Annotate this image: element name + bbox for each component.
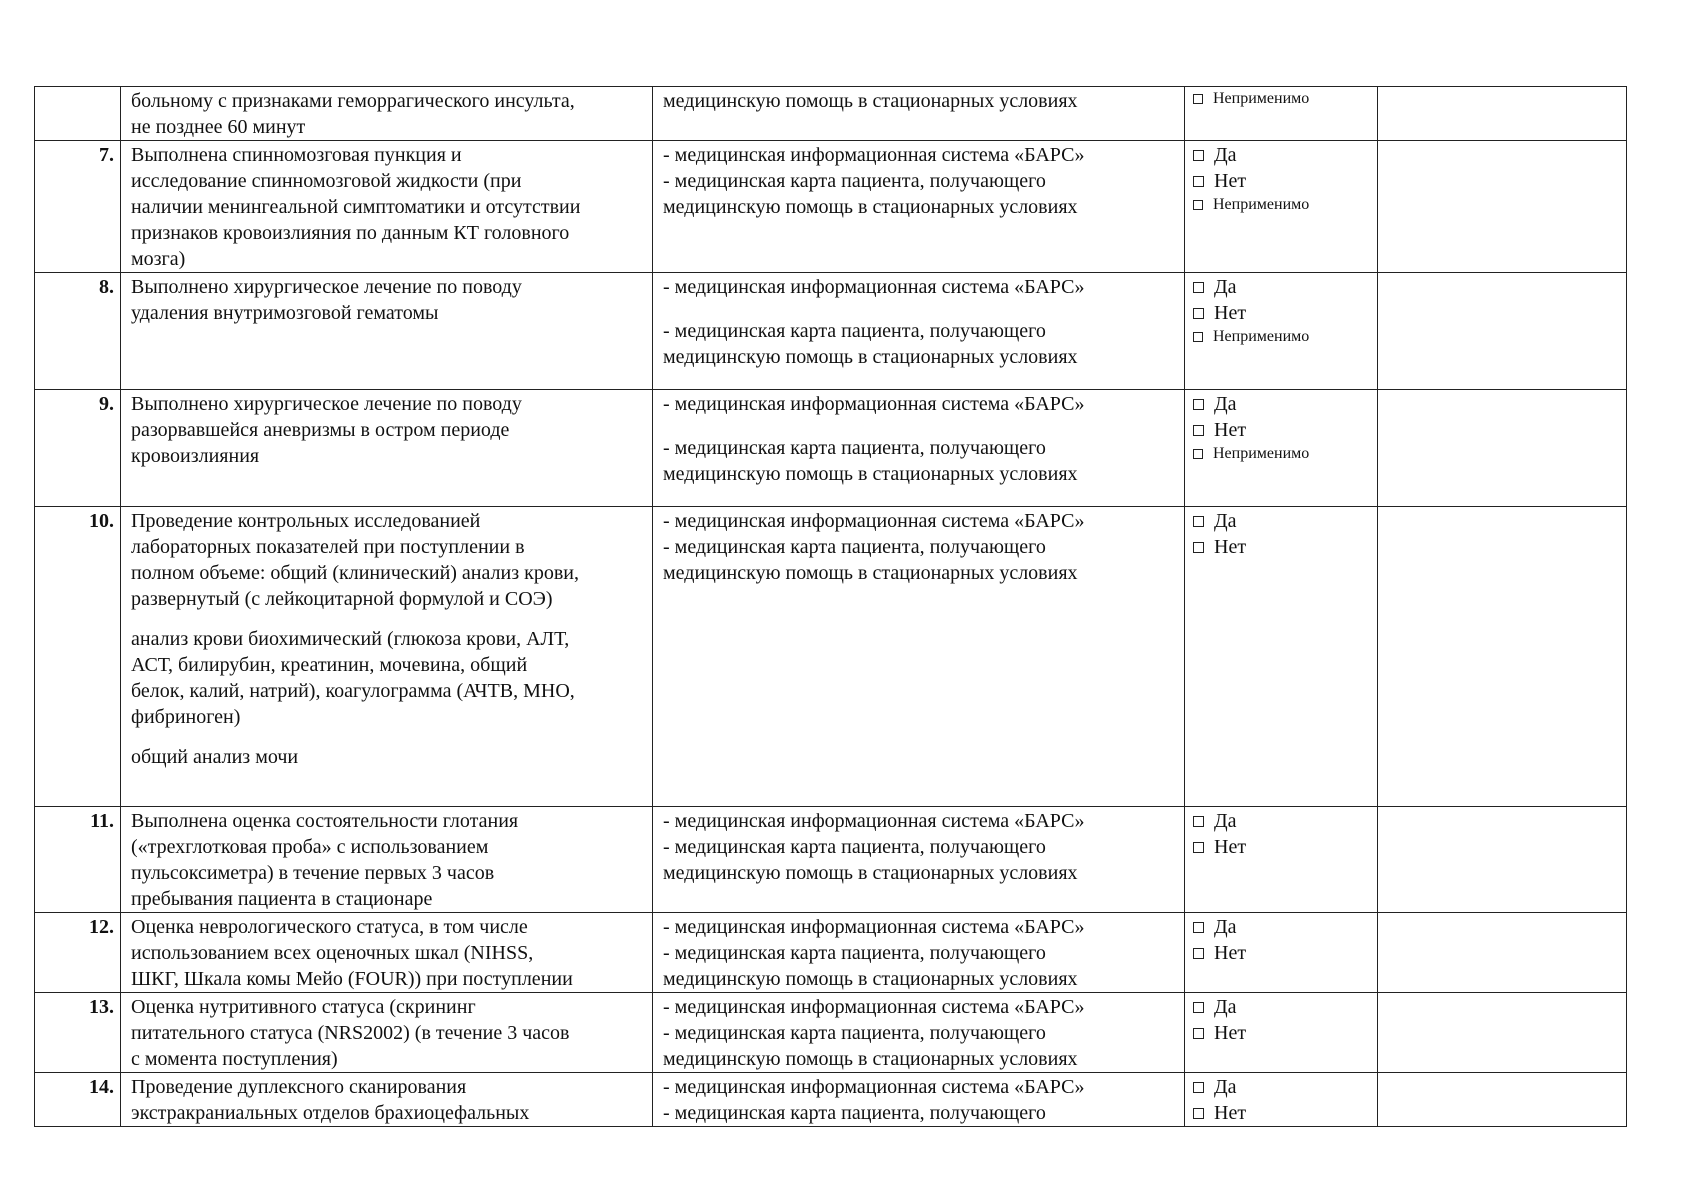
source-text-line: медицинскую помощь в стационарных условиях [663,463,1078,485]
source-paragraph [663,1074,1178,1126]
answer-option-label: Нет [1214,536,1247,558]
checkbox-icon[interactable] [1193,200,1203,210]
checkbox-icon[interactable] [1193,94,1203,104]
criterion-text-line: белок, калий, натрий), коагулограмма (АЧТВ, МНО, [131,680,575,702]
answer-options-cell [1185,273,1378,390]
criterion-text-line: больному с признаками геморрагического инсульта, [131,90,575,112]
answer-option-label: Да [1214,996,1237,1018]
answer-option-label: Да [1214,276,1237,298]
answer-option[interactable] [1193,300,1373,326]
criterion-text-line: использованием всех оценочных шкал (NIHSS, [131,942,534,964]
source-text-line: медицинскую помощь в стационарных условиях [663,1048,1078,1070]
source-text-line: медицинскую помощь в стационарных условиях [663,346,1078,368]
source-cell [653,87,1185,141]
table-row [35,1073,1627,1127]
answer-options-cell [1185,507,1378,807]
source-text-line: медицинскую помощь в стационарных условиях [663,196,1078,218]
checkbox-icon[interactable] [1193,332,1203,342]
answer-option[interactable] [1193,326,1373,348]
answer-option[interactable] [1193,808,1373,834]
source-text-line: - медицинская информационная система «БАРС» [663,916,1085,938]
row-number: 8. [35,273,121,390]
source-text-line: - медицинская информационная система «БАРС» [663,810,1085,832]
source-text-line: - медицинская карта пациента, получающего [663,1102,1046,1124]
answer-option[interactable] [1193,88,1373,110]
answer-option-label: Да [1214,510,1237,532]
source-text-line: медицинскую помощь в стационарных условиях [663,90,1078,112]
table-row [35,507,1627,807]
answer-option-label: Нет [1214,1102,1247,1124]
answer-options-cell [1185,1073,1378,1127]
answer-option[interactable] [1193,194,1373,216]
source-cell [653,807,1185,913]
answer-option[interactable] [1193,274,1373,300]
criteria-table [34,86,1627,1127]
notes-cell[interactable] [1378,273,1627,390]
row-number [35,87,121,141]
source-cell [653,273,1185,390]
source-text-line: - медицинская информационная система «БАРС» [663,393,1085,415]
source-paragraph [663,88,1178,114]
criterion-text-line: признаков кровоизлияния по данным КТ головного [131,222,570,244]
notes-cell[interactable] [1378,913,1627,993]
criterion-cell [121,1073,653,1127]
checkbox-icon[interactable] [1193,948,1204,959]
criterion-text-line: («трехглотковая проба» с использованием [131,836,489,858]
answer-option-label: Нет [1214,419,1247,441]
source-text-line: - медицинская информационная система «БАРС» [663,996,1085,1018]
answer-option-label: Нет [1214,1022,1247,1044]
notes-cell[interactable] [1378,507,1627,807]
source-text-line: - медицинская карта пациента, получающего [663,1022,1046,1044]
source-paragraph [663,808,1178,886]
row-number: 9. [35,390,121,507]
criterion-cell [121,807,653,913]
checkbox-icon[interactable] [1193,449,1203,459]
answer-option[interactable] [1193,534,1373,560]
answer-option[interactable] [1193,391,1373,417]
answer-options-cell [1185,87,1378,141]
source-text-line: - медицинская карта пациента, получающего [663,170,1046,192]
answer-option[interactable] [1193,142,1373,168]
table-row [35,807,1627,913]
criterion-text-line: с момента поступления) [131,1048,338,1070]
source-paragraph [663,914,1178,992]
table-row [35,273,1627,390]
notes-cell[interactable] [1378,993,1627,1073]
answer-option-label: Нет [1214,942,1247,964]
criterion-text-line: развернутый (с лейкоцитарной формулой и СОЭ) [131,588,553,610]
criterion-text-line: полном объеме: общий (клинический) анализ крови, [131,562,580,584]
table-row [35,141,1627,273]
criterion-cell [121,273,653,390]
criterion-text-line: АСТ, билирубин, креатинин, мочевина, общий [131,654,528,676]
checkbox-icon[interactable] [1193,542,1204,553]
answer-option-label: Нет [1214,302,1247,324]
answer-option[interactable] [1193,508,1373,534]
checkbox-icon[interactable] [1193,176,1204,187]
criterion-text-line: Выполнено хирургическое лечение по поводу [131,276,522,298]
answer-option[interactable] [1193,914,1373,940]
criterion-text-line: Выполнена спинномозговая пункция и [131,144,462,166]
criterion-text-line: кровоизлияния [131,445,260,467]
answer-option-label: Неприменимо [1213,445,1310,462]
source-text-line: медицинскую помощь в стационарных условиях [663,968,1078,990]
answer-option-label: Неприменимо [1213,90,1310,107]
criterion-text-line: Проведение дуплексного сканирования [131,1076,467,1098]
criterion-text-line: наличии менингеальной симптоматики и отсутствии [131,196,581,218]
answer-option[interactable] [1193,443,1373,465]
source-text-line: - медицинская карта пациента, получающего [663,836,1046,858]
answer-option-label: Да [1214,810,1237,832]
source-text-line: медицинскую помощь в стационарных условиях [663,862,1078,884]
criterion-text-line: экстракраниальных отделов брахиоцефальных [131,1102,530,1124]
criterion-cell [121,141,653,273]
criterion-text-line: питательного статуса (NRS2002) (в течение 3 часов [131,1022,570,1044]
checkbox-icon[interactable] [1193,816,1204,827]
checkbox-icon[interactable] [1193,399,1204,410]
answer-option[interactable] [1193,417,1373,443]
criterion-paragraph [131,508,644,612]
criterion-text-line: удаления внутримозговой гематомы [131,302,439,324]
source-cell [653,141,1185,273]
table-row [35,993,1627,1073]
answer-option-label: Неприменимо [1213,196,1310,213]
checkbox-icon[interactable] [1193,425,1204,436]
answer-option-label: Неприменимо [1213,328,1310,345]
table-row [35,913,1627,993]
row-number: 14. [35,1073,121,1127]
checkbox-icon[interactable] [1193,308,1204,319]
notes-cell[interactable] [1378,141,1627,273]
source-paragraph [663,391,1178,417]
row-number: 11. [35,807,121,913]
answer-option-label: Да [1214,916,1237,938]
criterion-text-line: Выполнена оценка состоятельности глотания [131,810,519,832]
answer-option[interactable] [1193,1100,1373,1126]
source-text-line: - медицинская информационная система «БАРС» [663,1076,1085,1098]
source-cell [653,1073,1185,1127]
row-number: 13. [35,993,121,1073]
checkbox-icon[interactable] [1193,1082,1204,1093]
answer-option-label: Да [1214,1076,1237,1098]
checkbox-icon[interactable] [1193,150,1204,161]
answer-option-label: Да [1214,144,1237,166]
source-paragraph [663,274,1178,300]
source-paragraph [663,142,1178,220]
criterion-cell [121,507,653,807]
notes-cell[interactable] [1378,1073,1627,1127]
answer-options-cell [1185,141,1378,273]
criterion-text-line: исследование спинномозговой жидкости (при [131,170,522,192]
answer-option[interactable] [1193,168,1373,194]
source-text-line: - медицинская карта пациента, получающего [663,536,1046,558]
answer-options-cell [1185,993,1378,1073]
source-text-line: - медицинская карта пациента, получающего [663,320,1046,342]
criterion-text-line: фибриноген) [131,706,241,728]
criterion-text-line: Оценка нутритивного статуса (скрининг [131,996,476,1018]
answer-options-cell [1185,390,1378,507]
notes-cell[interactable] [1378,807,1627,913]
source-cell [653,507,1185,807]
answer-option[interactable] [1193,940,1373,966]
criterion-text-line: не позднее 60 минут [131,116,306,138]
criterion-cell [121,993,653,1073]
source-cell [653,390,1185,507]
answer-option-label: Нет [1214,836,1247,858]
answer-option[interactable] [1193,1074,1373,1100]
checkbox-icon[interactable] [1193,1002,1204,1013]
source-text-line: - медицинская карта пациента, получающего [663,942,1046,964]
criterion-text-line: Оценка неврологического статуса, в том числе [131,916,528,938]
criterion-text-line: разорвавшейся аневризмы в остром периоде [131,419,510,441]
checkbox-icon[interactable] [1193,282,1204,293]
checkbox-icon[interactable] [1193,1028,1204,1039]
checkbox-icon[interactable] [1193,842,1204,853]
answer-options-cell [1185,807,1378,913]
checkbox-icon[interactable] [1193,1108,1204,1119]
table-row [35,87,1627,141]
answer-options-cell [1185,913,1378,993]
source-text-line: - медицинская информационная система «БАРС» [663,144,1085,166]
source-paragraph [663,994,1178,1072]
criterion-cell [121,913,653,993]
answer-option[interactable] [1193,834,1373,860]
answer-option[interactable] [1193,994,1373,1020]
criterion-text-line: лабораторных показателей при поступлении в [131,536,525,558]
criterion-text-line: мозга) [131,248,186,270]
criterion-text-line: пульсоксиметра) в течение первых 3 часов [131,862,495,884]
criterion-paragraph [131,744,644,770]
criterion-paragraph [131,626,644,730]
source-paragraph [663,508,1178,586]
row-number: 7. [35,141,121,273]
criterion-text-line: пребывания пациента в стационаре [131,888,433,910]
criterion-cell [121,390,653,507]
row-number: 12. [35,913,121,993]
row-number: 10. [35,507,121,807]
source-cell [653,913,1185,993]
source-text-line: - медицинская информационная система «БАРС» [663,510,1085,532]
criterion-text-line: Выполнено хирургическое лечение по поводу [131,393,522,415]
source-text-line: медицинскую помощь в стационарных условиях [663,562,1078,584]
source-paragraph [663,435,1178,487]
criterion-cell [121,87,653,141]
source-cell [653,993,1185,1073]
source-paragraph [663,318,1178,370]
table-row [35,390,1627,507]
source-text-line: - медицинская карта пациента, получающего [663,437,1046,459]
answer-option-label: Нет [1214,170,1247,192]
answer-option[interactable] [1193,1020,1373,1046]
criterion-text-line: анализ крови биохимический (глюкоза крови, АЛТ, [131,628,570,650]
answer-option-label: Да [1214,393,1237,415]
checkbox-icon[interactable] [1193,516,1204,527]
notes-cell[interactable] [1378,390,1627,507]
criterion-text-line: Проведение контрольных исследованией [131,510,481,532]
source-text-line: - медицинская информационная система «БАРС» [663,276,1085,298]
criteria-table-body [35,87,1627,1127]
criterion-text-line: ШКГ, Шкала комы Мейо (FOUR)) при поступлении [131,968,573,990]
notes-cell[interactable] [1378,87,1627,141]
criterion-text-line: общий анализ мочи [131,746,299,768]
checkbox-icon[interactable] [1193,922,1204,933]
